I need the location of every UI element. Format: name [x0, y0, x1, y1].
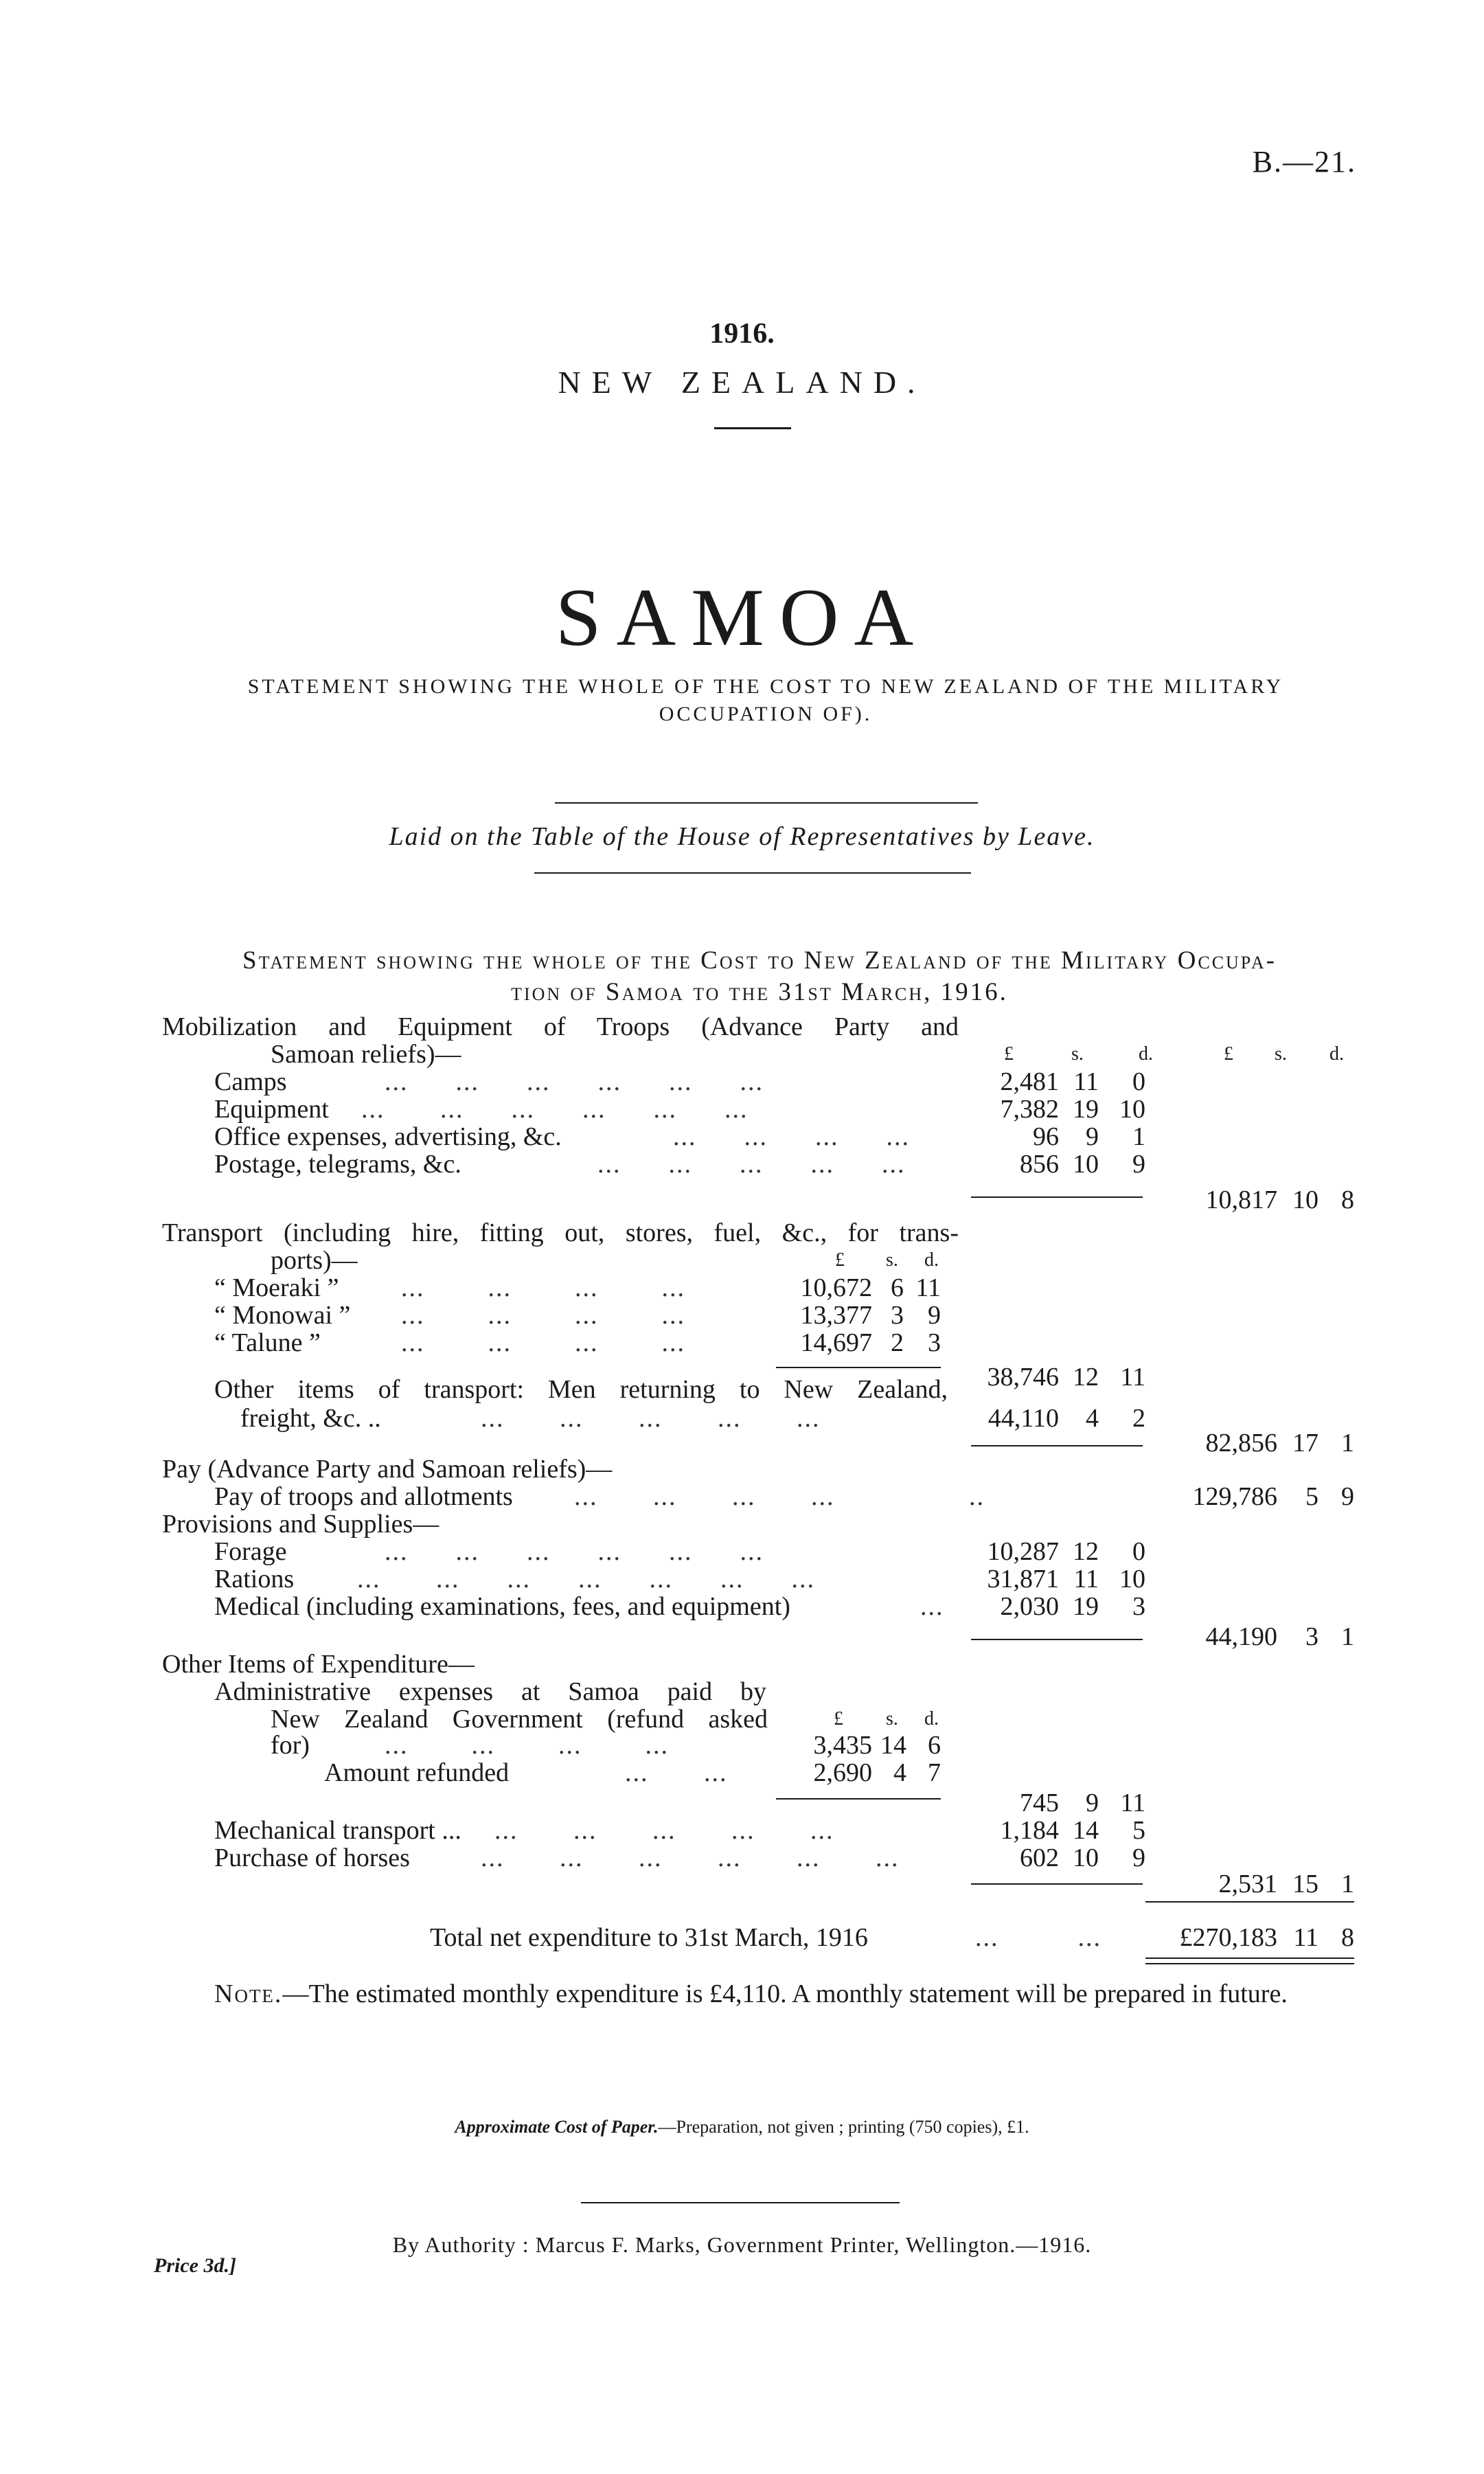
table-row: Camps ... ... ... ... ... ... 2,481 11 0 [214, 1067, 1145, 1096]
grand-total-row: Total net expenditure to 31st March, 1916 ... ... £270,183 11 8 [430, 1923, 1354, 1952]
pay-heading: Pay (Advance Party and Samoan reliefs)— [162, 1455, 613, 1484]
note: Note.—The estimated monthly expenditure is £4,110. A monthly statement will be prepared in future. [214, 1979, 1288, 2008]
country: NEW ZEALAND. [558, 365, 926, 400]
shilling-header: s. [886, 1708, 898, 1729]
double-rule [1145, 1957, 1354, 1959]
mobilization-heading: Samoan reliefs)— £ s. d. £ s. d. [271, 1040, 1344, 1069]
table-row: Other items of transport: Men returning to New Zealand, [214, 1375, 948, 1404]
subtotal-row: 745 9 11 [1020, 1789, 1145, 1817]
table-row: Purchase of horses ... ... ... ... ... ... 602 10 9 [214, 1843, 1145, 1872]
pence-header: d. [924, 1249, 939, 1271]
pound-header: £ [1224, 1043, 1233, 1065]
subtotal-row: 10,817 10 8 [1205, 1185, 1354, 1214]
subtotal-row: 38,746 12 11 [987, 1363, 1145, 1392]
year: 1916. [709, 318, 775, 350]
shilling-header: s. [1275, 1043, 1287, 1065]
price: Price 3d.] [154, 2254, 236, 2277]
table-row: Equipment ... ... ... ... ... ... 7,382 19 10 [214, 1095, 1145, 1124]
document-reference: B.—21. [1252, 145, 1356, 179]
table-row: Medical (including examinations, fees, and equipment) ... 2,030 19 3 [214, 1592, 1145, 1621]
pound-header: £ [834, 1708, 843, 1729]
laid-on-table-note: Laid on the Table of the House of Representatives by Leave. [389, 822, 1095, 851]
double-rule [1145, 1963, 1354, 1964]
table-row: Office expenses, advertising, &c. ... ... ... ... 96 9 1 [214, 1122, 1145, 1151]
table-row: “ Monowai ” ... ... ... ... 13,377 3 9 [214, 1301, 941, 1330]
sum-rule [1145, 1901, 1354, 1903]
transport-heading: Transport (including hire, fitting out, stores, fuel, &c., for trans- [162, 1218, 959, 1247]
table-row: New Zealand Government (refund asked £ s. d. [271, 1705, 939, 1734]
table-row: for) ... ... ... ... 3,435 14 6 [271, 1731, 941, 1760]
pound-header: £ [1004, 1043, 1014, 1065]
printer-authority: By Authority : Marcus F. Marks, Government Printer, Wellington.—1916. [392, 2232, 1092, 2257]
table-row: freight, &c. .. ... ... ... ... ... 44,110 4 2 [240, 1404, 1145, 1433]
subtotal-row: 2,531 15 1 [1218, 1870, 1354, 1898]
subtotal-row: 44,190 3 1 [1205, 1622, 1354, 1651]
page-title: SAMOA [555, 571, 929, 663]
table-row: Rations ... ... ... ... ... ... ... 31,871 11 10 [214, 1565, 1145, 1593]
table-row: Pay of troops and allotments ... ... ... ... .. 129,786 5 9 [214, 1482, 1354, 1511]
divider [581, 2202, 900, 2203]
transport-heading: ports)— £ s. d. [271, 1246, 939, 1275]
pound-header: £ [835, 1249, 845, 1271]
table-row: Forage ... ... ... ... ... ... 10,287 12 0 [214, 1537, 1145, 1566]
table-row: Amount refunded ... ... 2,690 4 7 [324, 1758, 941, 1787]
pence-header: d. [1329, 1043, 1344, 1065]
table-row: “ Talune ” ... ... ... ... 14,697 2 3 [214, 1328, 941, 1357]
shilling-header: s. [886, 1249, 898, 1271]
pence-header: d. [1139, 1043, 1153, 1065]
statement-title: Statement showing the whole of the Cost to New Zealand of the Military Occupa- tion of Samoa to the 31st March, 1916. [242, 946, 1277, 1006]
other-heading: Other Items of Expenditure— [162, 1650, 475, 1679]
subtotal-row: 82,856 17 1 [1205, 1429, 1354, 1457]
approximate-cost: Approximate Cost of Paper.—Preparation, not given ; printing (750 copies), £1. [455, 2117, 1029, 2137]
shilling-header: s. [1071, 1043, 1084, 1065]
table-row: Postage, telegrams, &c. ... ... ... ... ... 856 10 9 [214, 1150, 1145, 1179]
table-row: Mechanical transport ... ... ... ... ... ... 1,184 14 5 [214, 1816, 1145, 1845]
mobilization-heading: Mobilization and Equipment of Troops (Advance Party and [162, 1012, 959, 1041]
table-row: Administrative expenses at Samoa paid by [214, 1677, 766, 1706]
pence-header: d. [924, 1708, 939, 1729]
table-row: “ Moeraki ” ... ... ... ... 10,672 6 11 [214, 1273, 941, 1302]
page-subtitle: STATEMENT SHOWING THE WHOLE OF THE COST TO NEW ZEALAND OF THE MILITARY OCCUPATION OF). [247, 675, 1284, 725]
provisions-heading: Provisions and Supplies— [162, 1510, 440, 1539]
